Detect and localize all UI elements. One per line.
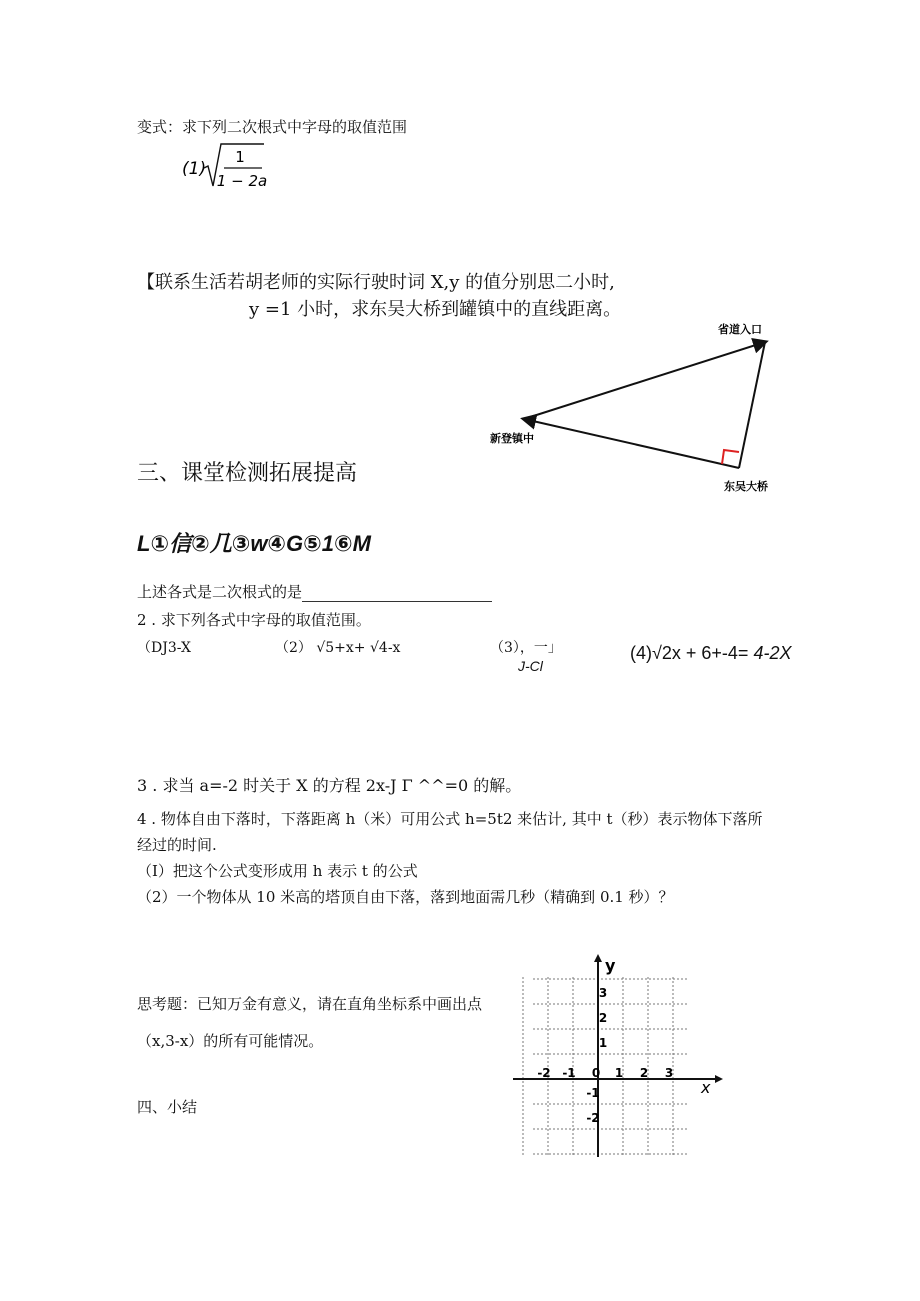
- question-4-sub-1: （I）把这个公式变形成用 h 表示 t 的公式: [137, 862, 418, 880]
- x-tick-label: -1: [562, 1066, 576, 1080]
- y-axis-arrow: [594, 954, 602, 962]
- y-tick-label: 1: [598, 1036, 608, 1050]
- edge-top: [524, 342, 765, 419]
- section3-heading: 三、课堂检测拓展提高: [137, 461, 358, 486]
- life-line-1: 【联系生活若胡老师的实际行驶时词 X,y 的值分别思二小时,: [137, 272, 615, 293]
- sqrt-fraction-formula: [178, 138, 268, 194]
- question-2-part-4-left: (4)√2x + 6+-4=: [630, 643, 749, 663]
- y-axis-label: y: [605, 956, 616, 975]
- garbled-formulas: L①信②几③w④G⑤1⑥M: [137, 531, 371, 556]
- label-left: 新登镇中: [490, 432, 534, 445]
- x-tick-label: 2: [639, 1066, 649, 1080]
- life-line-2: y =1 小时，求东吴大桥到罐镇中的直线距离。: [249, 299, 622, 320]
- section4-heading: 四、小结: [137, 1098, 198, 1116]
- formula-denominator: 1 − 2a: [216, 172, 268, 190]
- question-3: 3 . 求当 a=-2 时关于 X 的方程 2x-J Γ ^^=0 的解。: [137, 776, 522, 795]
- question-2-part-3: （3），一」: [490, 640, 562, 656]
- y-tick-label: -2: [586, 1111, 600, 1125]
- question-2-stem: 2 . 求下列各式中字母的取值范围。: [137, 611, 371, 629]
- x-tick-label: 0: [591, 1066, 601, 1080]
- edge-right: [739, 342, 765, 468]
- right-angle-mark: [722, 450, 739, 464]
- question-2-part-2: （2） √5+x+ √4-x: [275, 640, 401, 656]
- label-bottom: 东吴大桥: [724, 480, 768, 493]
- question-1: [137, 581, 492, 602]
- y-tick-label: 3: [598, 986, 608, 1000]
- x-tick-label: 1: [614, 1066, 624, 1080]
- question-4-line-1: 4 . 物体自由下落时，下落距离 h（米）可用公式 h=5t2 来估计, 其中 t（秒）表示物体下落所: [137, 810, 763, 828]
- question-2-part-4: [630, 643, 792, 664]
- question-1-text: 上述各式是二次根式的是: [137, 583, 303, 601]
- variant-title: 变式：求下列二次根式中字母的取值范围: [137, 118, 408, 136]
- x-tick-label: 3: [664, 1066, 674, 1080]
- think-line-1: 思考题：已知万金有意义，请在直角坐标系中画出点: [137, 995, 483, 1013]
- x-axis-label: x: [701, 1078, 711, 1097]
- formula-numerator: 1: [235, 148, 245, 166]
- formula-label: (1): [182, 159, 207, 179]
- question-2-part-3-sub: J-Cl: [518, 658, 543, 674]
- question-2-part-4-right: 4-2X: [753, 643, 792, 663]
- triangle-diagram: [480, 318, 790, 498]
- question-4-sub-2: （2）一个物体从 10 米高的塔顶自由下落，落到地面需几秒（精确到 0.1 秒）？: [137, 888, 674, 906]
- label-top: 省道入口: [718, 323, 762, 336]
- think-line-2: （x,3-x）的所有可能情况。: [137, 1032, 324, 1050]
- question-4-line-2: 经过的时间.: [137, 836, 217, 854]
- x-axis-arrow: [715, 1075, 723, 1083]
- y-tick-label: 2: [598, 1011, 608, 1025]
- coordinate-grid: [505, 952, 735, 1162]
- answer-blank: [302, 587, 492, 602]
- question-2-part-1: （DJ3-X: [137, 640, 191, 656]
- y-tick-label: -1: [586, 1086, 600, 1100]
- edge-bottom: [524, 419, 739, 468]
- x-tick-label: -2: [537, 1066, 551, 1080]
